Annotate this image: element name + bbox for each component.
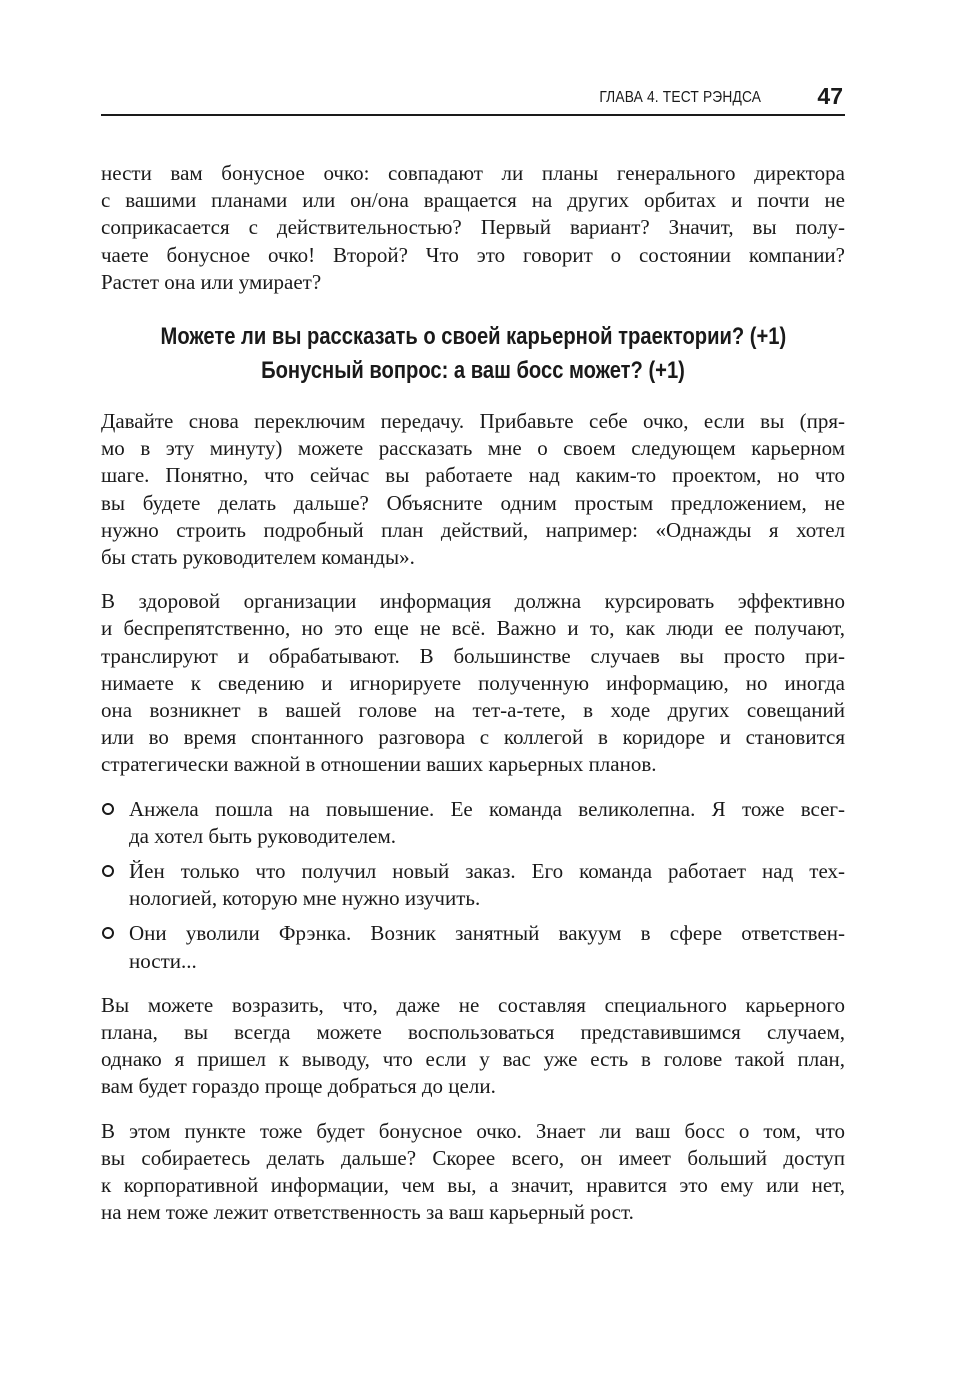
section-heading [101, 320, 845, 388]
text-line: однако я пришел к выводу, что если у вас уже есть в голове такой план, [101, 1047, 845, 1072]
text-line: транслируют и обрабатывают. В большинстве случаев вы просто при- [101, 643, 845, 668]
text-line: бы стать руководителем команды». [101, 545, 415, 570]
text-line: плана, вы всегда можете воспользоваться представившимся случаем, [101, 1020, 845, 1045]
text-line: В здоровой организации информация должна курсировать эффективно [101, 589, 845, 614]
text-line: чаете бонусное очко! Второй? Что это говорит о состоянии компании? [101, 242, 845, 267]
page-number: 47 [817, 83, 843, 109]
text-line: шаге. Понятно, что сейчас вы работаете над каким-то проектом, но что [101, 463, 845, 488]
text-line: ности... [129, 948, 197, 973]
text-line: нимаете к сведению и игнорируете полученную информацию, но иногда [101, 670, 845, 695]
circle-bullet-icon [102, 927, 114, 939]
text-line: Растет она или умирает? [101, 269, 322, 294]
section-heading-line-2: Бонусный вопрос: а ваш босс может? (+1) [261, 357, 685, 385]
text-line: Анжела пошла на повышение. Ее команда великолепна. Я тоже всег- [129, 796, 845, 821]
text-line: вы будете делать дальше? Объясните одним простым предложением, не [101, 490, 845, 515]
text-line: нологией, которую мне нужно изучить. [129, 886, 481, 911]
text-line: вам будет гораздо проще добраться до цели. [101, 1074, 496, 1099]
bullet-list [101, 796, 845, 975]
page-header [101, 84, 845, 116]
text-line: соприкасается с действительностью? Первый вариант? Значит, вы полу- [101, 215, 845, 240]
list-item [101, 858, 845, 912]
text-line: да хотел быть руководителем. [129, 823, 396, 848]
text-line: вы собираетесь делать дальше? Скорее всего, он имеет больший доступ [101, 1145, 845, 1170]
page-body [101, 160, 845, 1244]
paragraph-2 [101, 588, 845, 778]
text-line: стратегически важной в отношении ваших карьерных планов. [101, 752, 657, 777]
list-item [101, 796, 845, 850]
text-line: и беспрепятственно, но это еще не всё. Важно и то, как люди ее получают, [101, 616, 845, 641]
text-line: Вы можете возразить, что, даже не составляя специального карьерного [101, 992, 845, 1017]
text-line: нести вам бонусное очко: совпадают ли планы генерального директора [101, 161, 845, 185]
text-line: к корпоративной информации, чем вы, а значит, нравится это ему или нет, [101, 1173, 845, 1198]
text-line: мо в эту минуту) можете рассказать мне о своем следующем карьерном [101, 436, 845, 461]
intro-paragraph [101, 160, 845, 296]
paragraph-3 [101, 992, 845, 1101]
text-line: В этом пункте тоже будет бонусное очко. Знает ли ваш босс о том, что [101, 1118, 845, 1143]
section-heading-line-1: Можете ли вы рассказать о своей карьерной траектории? (+1) [160, 323, 787, 351]
text-line: нужно строить подробный план действий, например: «Однажды я хотел [101, 517, 845, 542]
text-line: или во время спонтанного разговора с коллегой в коридоре и становится [101, 725, 845, 750]
running-head-chapter: ГЛАВА 4. ТЕСТ РЭНДСА [599, 89, 761, 106]
paragraph-4 [101, 1118, 845, 1227]
text-line: на нем тоже лежит ответственность за ваш карьерный рост. [101, 1200, 634, 1225]
text-line: она возникнет в вашей голове на тет-а-тете, в ходе других совещаний [101, 698, 845, 723]
circle-bullet-icon [102, 865, 114, 877]
text-line: с вашими планами или он/она вращается на других орбитах и почти не [101, 188, 845, 213]
list-item [101, 920, 845, 974]
paragraph-1 [101, 408, 845, 571]
circle-bullet-icon [102, 803, 114, 815]
text-line: Йен только что получил новый заказ. Его команда работает над тех- [129, 859, 845, 884]
text-line: Давайте снова переключим передачу. Прибавьте себе очко, если вы (пря- [101, 409, 845, 434]
text-line: Они уволили Фрэнка. Возник занятный вакуум в сфере ответствен- [129, 921, 845, 946]
